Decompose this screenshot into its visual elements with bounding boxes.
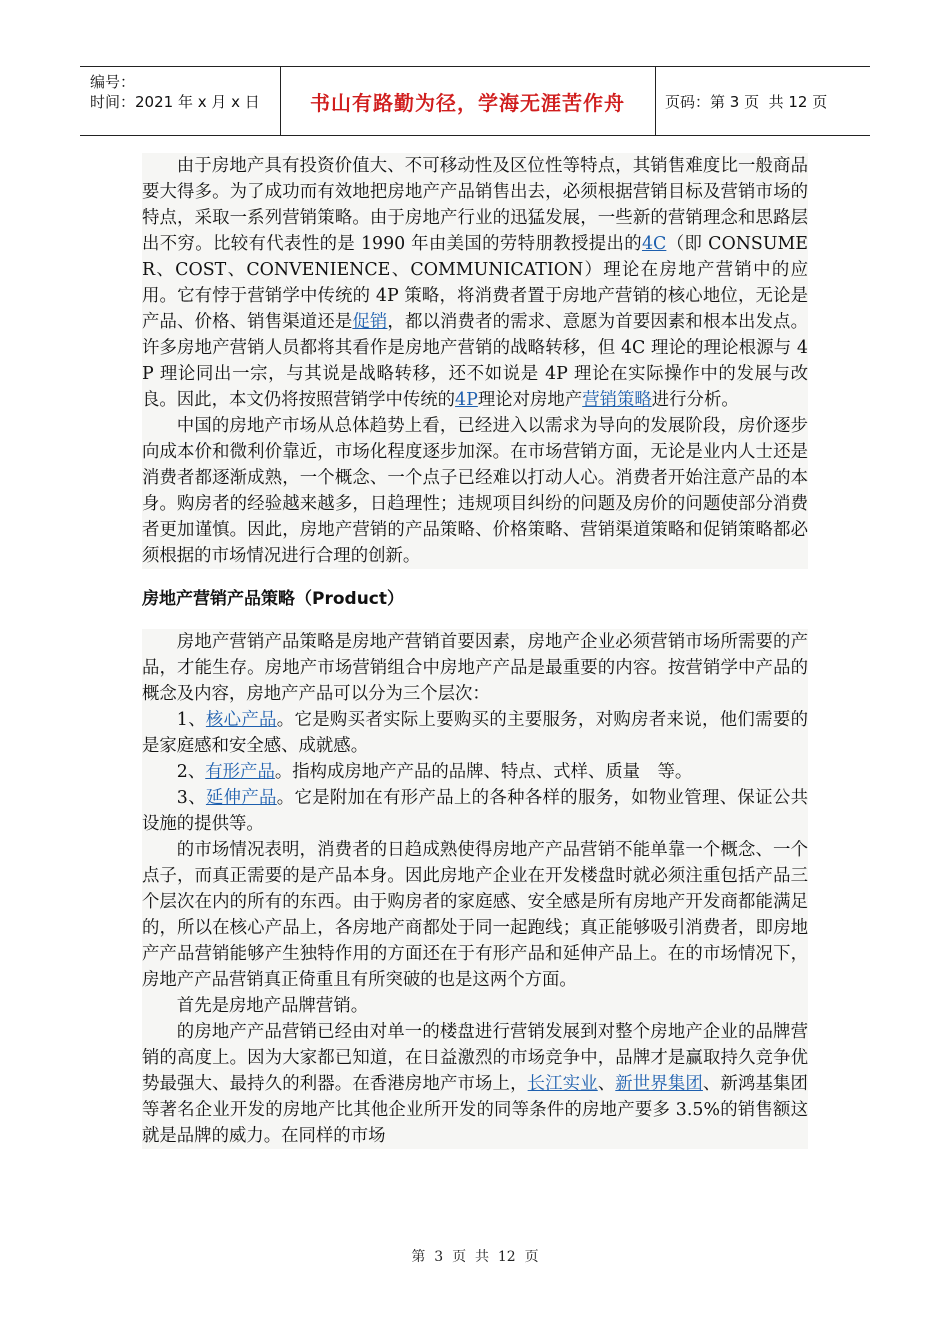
document-number-label: 编号： (90, 73, 136, 91)
link-4c[interactable]: 4C (641, 234, 667, 254)
list-item-tangible-product (142, 759, 808, 785)
list-item-text: 。它是购买者实际上要购买的主要服务，对购房者来说，他们需要的是家庭感和安全感、成就感。 (142, 710, 808, 756)
link-new-world-group[interactable]: 新世界集团 (615, 1074, 703, 1094)
document-time-label: 时间：2021 年 x 月 x 日 (90, 93, 260, 111)
link-4p[interactable]: 4P (455, 390, 478, 410)
text-block-intro (142, 153, 808, 569)
paragraph-text: 、 (597, 1074, 616, 1094)
section-heading: 房地产营销产品策略（Product） (142, 585, 808, 613)
paragraph-intro (142, 153, 808, 413)
list-number: 1、 (176, 710, 206, 730)
link-core-product[interactable]: 核心产品 (205, 710, 277, 730)
paragraph-text: 理论对房地产 (477, 390, 583, 410)
paragraph-text: 由于房地产具有投资价值大、不可移动性及区位性等特点，其销售难度比一般商品要大得多。为了成功而有效地把房地产产品销售出去，必须根据营销目标及营销市场的特点，采取一系列营销策略。由于房地产行业的迅猛发展，一些新的营销理念和思路层出不穷。比较有代表性的是 1990 年由美国的劳特朋教授提出的 (142, 156, 808, 254)
header-page-number: 页码：第 3 页 共 12 页 (665, 92, 828, 111)
paragraph-text: 、新鸿基集团等著名企业开发的房地产比其他企业所开发的同等条件的房地产要多 3.5%的销售额这就是品牌的威力。在同样的市场 (142, 1074, 808, 1146)
page-header (80, 66, 870, 136)
text-block-product (142, 629, 808, 1149)
link-marketing-strategy[interactable]: 营销策略 (582, 390, 652, 410)
document-body (142, 153, 808, 1149)
link-cheung-kong[interactable]: 长江实业 (527, 1074, 598, 1094)
header-divider (655, 66, 656, 136)
list-item-core-product (142, 707, 808, 759)
link-extended-product[interactable]: 延伸产品 (205, 788, 277, 808)
paragraph-text: 进行分析。 (651, 390, 739, 410)
paragraph-brand-marketing (142, 1019, 808, 1149)
paragraph-market-situation: 的市场情况表明，消费者的日趋成熟使得房地产产品营销不能单靠一个概念、一个点子，而真正需要的是产品本身。因此房地产企业在开发楼盘时就必须注重包括产品三个层次在内的所有的东西。由于购房者的家庭感、安全感是所有房地产开发商都能满足的，所以在核心产品上，各房地产商都处于同一起跑线；真正能够吸引消费者，即房地产产品营销能够产生独特作用的方面还在于有形产品和延伸产品上。在的市场情况下，房地产产品营销真正倚重且有所突破的也是这两个方面。 (142, 840, 808, 990)
list-item-extended-product (142, 785, 808, 837)
list-item-text: 。指构成房地产产品的品牌、特点、式样、质量 等。 (274, 762, 693, 782)
paragraph-text: ，都以消费者的需求、意愿为首要因素和根本出发点。许多房地产营销人员都将其看作是房地产营销的战略转移，但 4C 理论的理论根源与 4P 理论同出一宗，与其说是战略转移，还不如说是 4P 理论在实际操作中的发展与改良。因此，本文仍将按照营销学中传统的 (142, 312, 808, 410)
paragraph-product-intro: 房地产营销产品策略是房地产营销首要因素，房地产企业必须营销市场所需要的产品，才能生存。房地产市场营销组合中房地产产品是最重要的内容。按营销学中产品的概念及内容，房地产产品可以分为三个层次： (142, 632, 808, 704)
paragraph-brand-first: 首先是房地产品牌营销。 (176, 996, 369, 1016)
paragraph-text: 的房地产产品营销已经由对单一的楼盘进行营销发展到对整个房地产企业的品牌营销的高度上。因为大家都已知道，在日益激烈的市场竞争中，品牌才是赢取持久竞争优势最强大、最持久的利器。在香港房地产市场上， (142, 1022, 808, 1094)
paragraph-text: （即 CONSUMER、COST、CONVENIENCE、COMMUNICATION）理论在房地产营销中的应用。它有悖于营销学中传统的 4P 策略，将消费者置于房地产营销的核心地位，无论是产品、价格、销售渠道还是 (142, 234, 808, 332)
list-item-text: 。它是附加在有形产品上的各种各样的服务，如物业管理、保证公共设施的提供等。 (142, 788, 808, 834)
list-number: 2、 (176, 762, 206, 782)
header-meta (90, 72, 280, 112)
list-number: 3、 (176, 788, 206, 808)
header-motto: 书山有路勤为径，学海无涯苦作舟 (310, 90, 625, 115)
link-tangible-product[interactable]: 有形产品 (205, 762, 275, 782)
page-footer: 第 3 页 共 12 页 (411, 1249, 539, 1265)
paragraph-market-trend: 中国的房地产市场从总体趋势上看，已经进入以需求为导向的发展阶段，房价逐步向成本价和微利价靠近，市场化程度逐步加深。在市场营销方面，无论是业内人士还是消费者都逐渐成熟，一个概念、一个点子已经难以打动人心。消费者开始注意产品的本身。购房者的经验越来越多，日趋理性；违规项目纠纷的问题及房价的问题使部分消费者更加谨慎。因此，房地产营销的产品策略、价格策略、营销渠道策略和促销策略都必须根据的市场情况进行合理的创新。 (142, 416, 808, 566)
link-promotion[interactable]: 促销 (352, 312, 388, 332)
